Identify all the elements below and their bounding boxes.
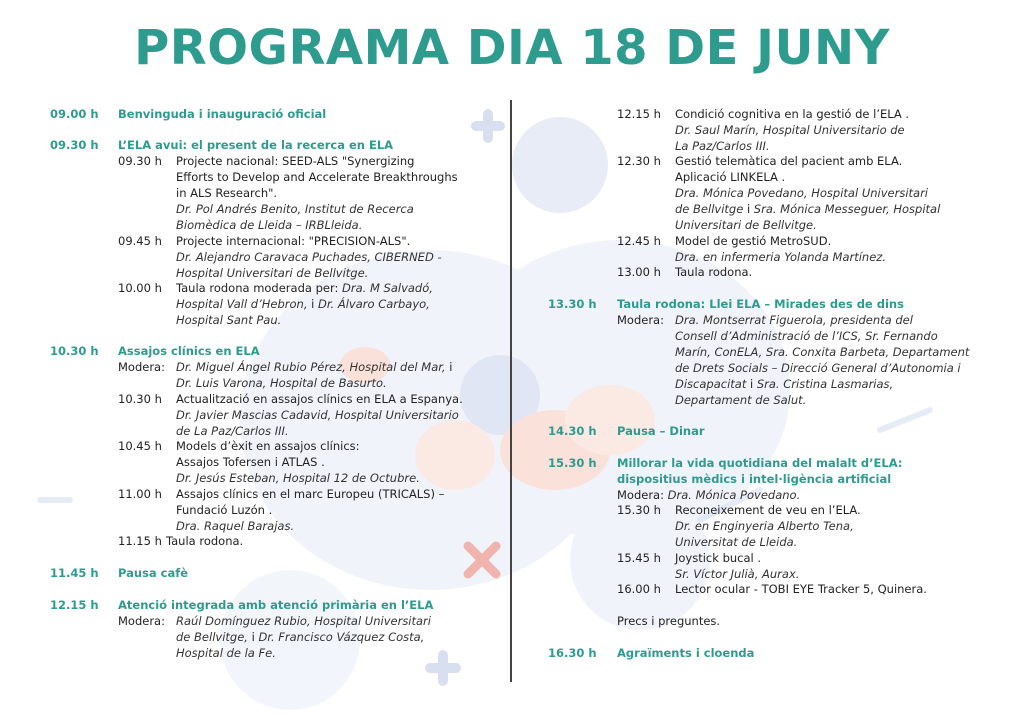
- talk-time: 16.00 h: [617, 582, 661, 596]
- talk-time: 13.00 h: [617, 265, 661, 279]
- speaker: de Drets Socials – Direcció General d’Autonomia i: [675, 361, 961, 375]
- speaker: de Bellvitge: [675, 202, 747, 216]
- talk-title: Projecte internacional: "PRECISION-ALS".: [176, 234, 411, 248]
- moderator-label: Modera:: [617, 488, 668, 502]
- page-title: PROGRAMA DIA 18 DE JUNY: [134, 20, 890, 76]
- talk-round-table-1: [118, 280, 503, 330]
- questions: [617, 613, 997, 631]
- session-heading: Millorar la vida quotidiana del malalt d’ELA:: [617, 456, 903, 470]
- talk-title: Taula rodona moderada per:: [176, 281, 343, 295]
- column-divider: [510, 100, 512, 682]
- speaker: Dra. Mónica Povedano.: [667, 488, 801, 502]
- talk-success-models: [118, 438, 503, 488]
- talk-trials-spain: [118, 391, 503, 441]
- speaker: Raúl Domínguez Rubio, Hospital Universitari: [176, 614, 431, 628]
- speaker: Sra. Mónica Messeguer, Hospital: [753, 202, 941, 216]
- speaker: Dra. Mónica Povedano, Hospital Universitari: [675, 186, 928, 200]
- speaker: de La Paz/Carlos III.: [176, 424, 289, 438]
- conjunction: i: [746, 202, 754, 216]
- talk-time: 15.45 h: [617, 551, 661, 565]
- talk-title-line: Efforts to Develop and Accelerate Breakthroughs: [176, 170, 458, 184]
- talk-title-line: Aplicació LINKELA .: [675, 170, 786, 184]
- session-time: 10.30 h: [50, 344, 99, 358]
- speaker: Dra. Montserrat Figuerola, presidenta del: [675, 313, 913, 327]
- talk-eye-tracker: [617, 581, 997, 599]
- questions-label: Precs i preguntes.: [617, 614, 721, 628]
- talk-title-line: Fundació Luzón .: [176, 503, 273, 517]
- speaker: Sra. Cristina Lasmarias,: [756, 377, 894, 391]
- speaker: Hospital Universitari de Bellvitge.: [176, 266, 369, 280]
- talk-title: Models d’èxit en assajos clínics:: [176, 439, 360, 453]
- session-heading-line: dispositius mèdics i intel·ligència artificial: [617, 472, 892, 486]
- speaker: Dr. Luis Varona, Hospital de Basurto.: [176, 376, 387, 390]
- speaker: Dr. Pol Andrés Benito, Institut de Recerca: [176, 202, 414, 216]
- moderator-primary-care: [118, 613, 503, 663]
- talk-seed-als: [118, 153, 503, 235]
- talk-tricals: [118, 486, 503, 536]
- session-heading: Assajos clínics en ELA: [118, 344, 260, 358]
- conjunction: i: [311, 297, 319, 311]
- speaker: Biomèdica de Lleida – IRBLleida.: [176, 218, 363, 232]
- speaker: La Paz/Carlos III.: [675, 139, 770, 153]
- speaker: Universitari de Bellvitge.: [675, 218, 817, 232]
- session-heading: Agraïments i cloenda: [617, 646, 755, 660]
- talk-time: 10.45 h: [118, 439, 162, 453]
- session-time: 14.30 h: [548, 424, 597, 438]
- talk-title: Actualització en assajos clínics en ELA a Espanya.: [176, 392, 463, 406]
- talk-round-table-3: [617, 264, 997, 282]
- session-time: 11.45 h: [50, 566, 99, 580]
- session-heading: Pausa – Dinar: [617, 424, 705, 438]
- talk-time: 15.30 h: [617, 503, 661, 517]
- talk-time: 10.30 h: [118, 392, 162, 406]
- conjunction: i: [449, 360, 453, 374]
- talk-title: Taula rodona.: [166, 534, 244, 548]
- conjunction: i: [750, 377, 757, 391]
- talk-cognitive-condition: [617, 106, 997, 156]
- speaker: Hospital de la Fe.: [176, 646, 276, 660]
- talk-title: Joystick bucal .: [675, 551, 762, 565]
- talk-joystick: [617, 550, 997, 584]
- talk-time: 09.45 h: [118, 234, 162, 248]
- talk-time: 10.00 h: [118, 281, 162, 295]
- talk-time: 12.30 h: [617, 154, 661, 168]
- speaker: Dr. Jesús Esteban, Hospital 12 de Octubre.: [176, 471, 420, 485]
- speaker: Dr. Saul Marín, Hospital Universitario de: [675, 123, 905, 137]
- session-time: 15.30 h: [548, 456, 597, 470]
- session-time: 09.00 h: [50, 107, 99, 121]
- speaker: Dra. Raquel Barajas.: [176, 519, 295, 533]
- speaker: Dr. Alejandro Caravaca Puchades, CIBERNED -: [176, 250, 442, 264]
- session-heading: Benvinguda i inauguració oficial: [118, 107, 327, 121]
- talk-time: 12.15 h: [617, 107, 661, 121]
- session-daily-life: [548, 455, 948, 489]
- talk-time: 12.45 h: [617, 234, 661, 248]
- talk-title-line: Assajos Tofersen i ATLAS .: [176, 455, 325, 469]
- talk-title: Lector ocular - TOBI EYE Tracker 5, Quinera.: [675, 582, 927, 596]
- speaker: Dr. en Enginyeria Alberto Tena,: [675, 519, 854, 533]
- talk-round-table-2: [118, 533, 503, 551]
- speaker: Dr. Francisco Vázquez Costa,: [258, 630, 425, 644]
- speaker: Departament de Salut.: [675, 393, 807, 407]
- session-time: 12.15 h: [50, 598, 99, 612]
- talk-precision-als: [118, 233, 503, 283]
- talk-title-line: in ALS Research".: [176, 186, 278, 200]
- speaker: Hospital Sant Pau.: [176, 313, 282, 327]
- speaker: Dra. M Salvadó,: [342, 281, 433, 295]
- moderator-label: Modera:: [118, 360, 165, 374]
- moderator-label: Modera:: [118, 614, 165, 628]
- session-heading: L’ELA avui: el present de la recerca en ELA: [118, 138, 394, 152]
- talk-title: Assajos clínics en el marc Europeu (TRICALS) –: [176, 487, 445, 501]
- session-time: 13.30 h: [548, 297, 597, 311]
- speaker: Universitat de Lleida.: [675, 535, 798, 549]
- session-heading: Taula rodona: Llei ELA – Mirades des de dins: [617, 297, 904, 311]
- talk-time: 11.15 h: [118, 534, 162, 548]
- speaker: de Bellvitge,: [176, 630, 252, 644]
- talk-title: Taula rodona.: [675, 265, 753, 279]
- talk-title: Condició cognitiva en la gestió de l’ELA .: [675, 107, 910, 121]
- talk-telematic-management: [617, 153, 997, 235]
- talk-voice-recognition: [617, 502, 997, 552]
- speaker: Dr. Miguel Ángel Rubio Pérez, Hospital del Mar,: [176, 360, 450, 374]
- talk-title: Projecte nacional: SEED-ALS "Synergizing: [176, 154, 415, 168]
- speaker: Consell d’Administració de l’ICS, Sr. Fernando: [675, 329, 938, 343]
- speaker: Dra. en infermeria Yolanda Martínez.: [675, 250, 886, 264]
- speaker: Hospital Vall d’Hebron,: [176, 297, 312, 311]
- talk-title: Gestió telemàtica del pacient amb ELA.: [675, 154, 903, 168]
- speaker: Discapacitat: [675, 377, 750, 391]
- speaker: Dr. Javier Mascias Cadavid, Hospital Universitario: [176, 408, 459, 422]
- talk-metrosud: [617, 233, 997, 267]
- session-heading: Atenció integrada amb atenció primària en l’ELA: [118, 598, 434, 612]
- speaker: Marín, ConELA, Sra. Conxita Barbeta, Departament: [675, 345, 970, 359]
- speaker: Sr. Víctor Julià, Aurax.: [675, 567, 800, 581]
- talk-time: 11.00 h: [118, 487, 162, 501]
- talk-title: Model de gestió MetroSUD.: [675, 234, 832, 248]
- moderator-clinical-trials: [118, 359, 503, 393]
- talk-title: Reconeixement de veu en l’ELA.: [675, 503, 861, 517]
- moderator-ela-law: [617, 312, 997, 410]
- moderator-label: Modera:: [617, 313, 664, 327]
- session-time: 16.30 h: [548, 646, 597, 660]
- session-time: 09.30 h: [50, 138, 99, 152]
- conjunction: i: [251, 630, 259, 644]
- speaker: Dr. Álvaro Carbayo,: [318, 297, 430, 311]
- session-heading: Pausa cafè: [118, 566, 189, 580]
- talk-time: 09.30 h: [118, 154, 162, 168]
